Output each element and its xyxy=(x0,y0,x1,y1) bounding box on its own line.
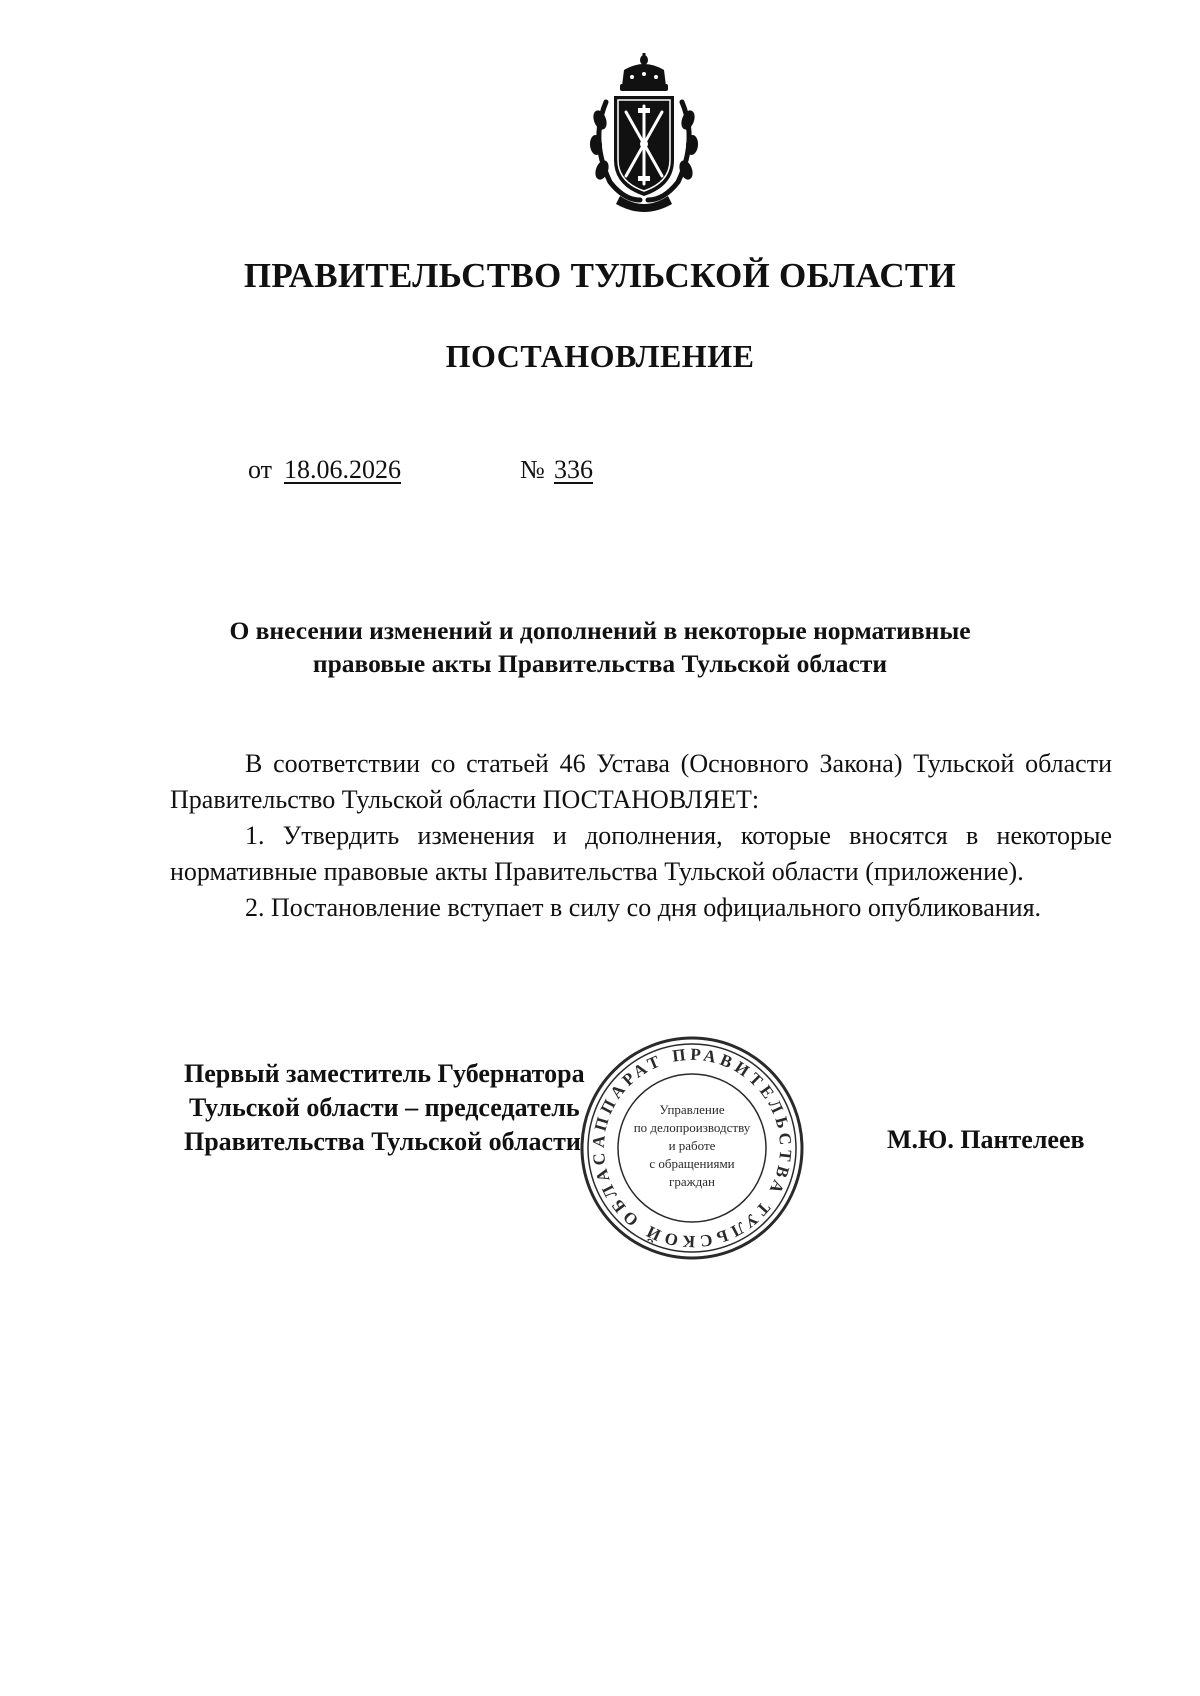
item-1-paragraph: 1. Утвердить изменения и дополнения, которые вносятся в некоторые нормативные правовые акты Правительства Тульской области (приложение). xyxy=(170,821,1112,886)
document-type-title: ПОСТАНОВЛЕНИЕ xyxy=(445,338,755,374)
seal-center-line-2: по делопроизводству xyxy=(633,1120,751,1135)
subject-line-2: правовые акты Правительства Тульской области xyxy=(312,649,888,678)
official-seal xyxy=(578,1034,806,1262)
seal-center-line-4: с обращениями xyxy=(649,1156,735,1171)
coat-of-arms-icon xyxy=(580,50,708,216)
signatory-title-line-3: Правительства Тульской области xyxy=(184,1127,581,1156)
subject-line-1: О внесении изменений и дополнений в некоторые нормативные xyxy=(229,616,971,645)
signatory-title-line-1: Первый заместитель Губернатора xyxy=(184,1059,585,1088)
signatory-title-line-2: Тульской области – председатель xyxy=(189,1093,580,1122)
document-number: 336 xyxy=(554,455,593,484)
preamble-paragraph: В соответствии со статьей 46 Устава (Основного Закона) Тульской области Правительство Тульской области ПОСТАНОВЛЯЕТ: xyxy=(170,749,1112,814)
date-prefix: от xyxy=(248,455,273,484)
document-date: 18.06.2026 xyxy=(284,455,401,484)
signatory-name: М.Ю. Пантелеев xyxy=(887,1125,1085,1154)
seal-center-line-1: Управление xyxy=(659,1102,725,1117)
seal-center-line-5: граждан xyxy=(669,1174,715,1189)
seal-ring-text: АППАРАТ ПРАВИТЕЛЬСТВА ТУЛЬСКОЙ ОБЛАС xyxy=(588,1044,796,1252)
seal-center-line-3: и работе xyxy=(668,1138,716,1153)
item-2-paragraph: 2. Постановление вступает в силу со дня официального опубликования. xyxy=(245,893,1042,922)
number-prefix: № xyxy=(520,455,545,484)
signatory-title xyxy=(184,1057,585,1159)
document-subject xyxy=(150,614,1050,680)
organization-title: ПРАВИТЕЛЬСТВО ТУЛЬСКОЙ ОБЛАСТИ xyxy=(243,256,957,295)
